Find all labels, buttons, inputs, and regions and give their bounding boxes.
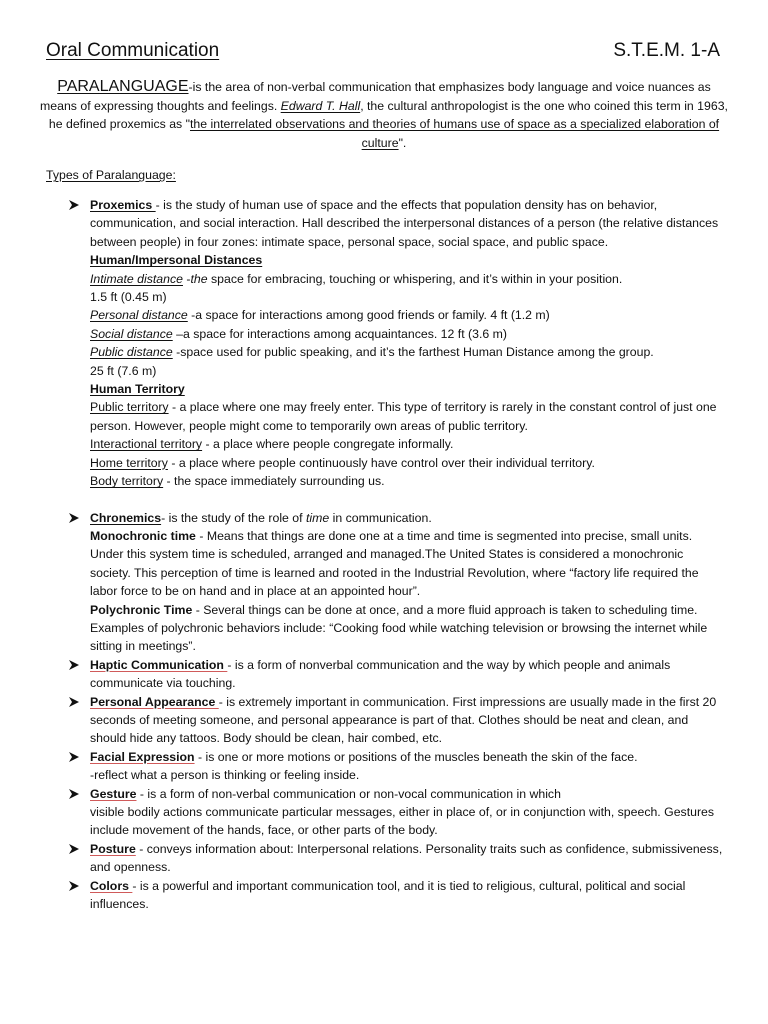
proxemics-term: Proxemics	[90, 198, 156, 212]
intimate-term: Intimate distance	[90, 271, 183, 286]
arrow-bullet-icon	[68, 512, 80, 524]
public-desc: -space used for public speaking, and it’s the farthest Human Distance among the group.	[172, 345, 654, 360]
posture-desc: - conveys information about: Interpersonal relations. Personality traits such as confidence, submissiveness, and openness.	[90, 841, 723, 875]
intro-text-2: , the cultural anthropologist is the one who coined this term in 1963, he defined proxemics as "	[48, 98, 728, 132]
intimate-desc-dash: -	[182, 271, 191, 286]
public-term: Public distance	[90, 345, 173, 360]
intro-text-3: ".	[398, 135, 407, 150]
haptic-term: Haptic Communication	[90, 657, 228, 672]
facial-expression-term: Facial Expression	[90, 749, 195, 764]
gesture-term: Gesture	[90, 786, 137, 801]
haptic-desc: - is a form of nonverbal communication and the way by which people and animals communicate via touching.	[90, 657, 671, 691]
gesture-line-1	[90, 785, 724, 803]
types-heading: Types of Paralanguage:	[46, 168, 176, 182]
intimate-the: the	[190, 271, 208, 286]
document-header	[46, 40, 720, 66]
public-territory-desc: - a place where one may freely enter. This type of territory is rarely in the constant control of just one person. However, people might come to temporarily own areas of public territory.	[90, 400, 717, 433]
interactional-territory-desc: - a place where people congregate informally.	[202, 437, 454, 452]
spacer	[68, 491, 724, 509]
facial-expression-desc: - is one or more motions or positions of the muscles beneath the skin of the face.	[194, 749, 638, 764]
subject-title: Oral Communication	[46, 40, 220, 61]
proxemics-desc: - is the study of human use of space and the effects that population density has on behavior, communication, and social interaction. Hall described the interpersonal distances of a person (the relative distances between people) in four zones: intimate space, personal space, social space, and public space.	[90, 198, 719, 249]
arrow-bullet-icon	[68, 659, 80, 671]
arrow-bullet-icon	[68, 696, 80, 708]
polychronic-desc: - Several things can be done at once, and a more fluid approach is taken to scheduling time.	[192, 602, 698, 617]
personal-appearance-desc: - is extremely important in communication. First impressions are usually made in the first 20 seconds of meeting someone, and personal appearance is part of that. Clothes should be neat and clean, and should hide any tattoos. Body should be clean, hair combed, etc.	[90, 694, 717, 746]
polychronic-time	[90, 601, 724, 619]
chronemics-definition	[90, 509, 724, 527]
facial-expression-line-2: -reflect what a person is thinking or feeling inside.	[90, 768, 360, 783]
distances-heading: Human/Impersonal Distances	[90, 253, 263, 268]
personal-appearance-term: Personal Appearance	[90, 694, 219, 709]
interactional-territory-term: Interactional territory	[90, 437, 203, 452]
paralanguage-term: PARALANGUAGE	[57, 78, 189, 95]
monochronic-time	[90, 527, 724, 601]
intimate-value: 1.5 ft (0.45 m)	[90, 290, 167, 305]
intimate-desc: space for embracing, touching or whispering, and it’s within in your position.	[207, 271, 623, 286]
body-territory-desc: - the space immediately surrounding us.	[163, 474, 385, 489]
social-distance	[90, 325, 724, 343]
list-item-colors	[68, 877, 724, 914]
chronemics-term: Chronemics	[90, 510, 162, 525]
colors-desc: - is a powerful and important communication tool, and it is tied to religious, cultural, political and social influences.	[90, 878, 686, 912]
facial-expression-line-1	[90, 748, 724, 766]
polychronic-term: Polychronic Time	[90, 602, 193, 617]
chronemics-desc-1: - is the study of the role of	[161, 510, 306, 525]
list-item-facial-expression	[68, 748, 724, 785]
proxemics-definition	[90, 196, 724, 251]
list-item-proxemics	[68, 196, 724, 491]
body-territory-term: Body territory	[90, 474, 164, 489]
monochronic-desc: - Means that things are done one at a time and time is segmented into precise, small units. Under this system time is scheduled, arranged and managed.The United States is considered a monochronic society. This perception of time is learned and rooted in the Industrial Revolution, where “factory life required the labor force to be on hand and in place at an appointed hour”.	[90, 528, 699, 599]
body-territory	[90, 472, 724, 490]
polychronic-examples: Examples of polychronic behaviors include: “Cooking food while watching television or browsing the internet while sitting in meetings”.	[90, 620, 708, 654]
list-item-gesture	[68, 785, 724, 840]
gesture-desc: - is a form of non-verbal communication or non-vocal communication in which	[136, 786, 561, 801]
list-item-personal-appearance	[68, 693, 724, 748]
arrow-bullet-icon	[68, 788, 80, 800]
public-distance	[90, 343, 724, 361]
arrow-bullet-icon	[68, 843, 80, 855]
public-value: 25 ft (7.6 m)	[90, 363, 157, 378]
list-item-posture	[68, 840, 724, 877]
arrow-bullet-icon	[68, 199, 80, 211]
monochronic-term: Monochronic time	[90, 528, 196, 543]
social-term: Social distance	[90, 326, 173, 341]
list-item-chronemics	[68, 509, 724, 656]
personal-term: Personal distance	[90, 308, 188, 323]
personal-distance	[90, 306, 724, 324]
chronemics-desc-2: in communication.	[329, 510, 432, 525]
gesture-line-2: visible bodily actions communicate particular messages, either in place of, or in conjunction with, speech. Gestures include movement of the hands, face, or other parts of the body.	[90, 805, 715, 838]
colors-term: Colors	[90, 878, 133, 893]
author-name: Edward T. Hall	[280, 98, 361, 113]
arrow-bullet-icon	[68, 751, 80, 763]
intimate-distance	[90, 270, 724, 288]
posture-term: Posture	[90, 841, 136, 856]
interactional-territory	[90, 435, 724, 453]
social-desc: –a space for interactions among acquaintances. 12 ft (3.6 m)	[172, 326, 507, 341]
list-item-haptic	[68, 656, 724, 693]
personal-desc: -a space for interactions among good friends or family. 4 ft (1.2 m)	[187, 308, 550, 323]
home-territory-desc: - a place where people continuously have control over their individual territory.	[167, 455, 595, 470]
public-territory-term: Public territory	[90, 400, 169, 415]
types-list	[68, 196, 724, 913]
section-label: S.T.E.M. 1-A	[613, 40, 720, 61]
proxemics-quote: the interrelated observations and theories of humans use of space as a specialized elaboration of culture	[189, 117, 720, 150]
home-territory	[90, 454, 724, 472]
arrow-bullet-icon	[68, 880, 80, 892]
chronemics-time: time	[305, 510, 330, 525]
home-territory-term: Home territory	[90, 455, 168, 470]
territory-heading: Human Territory	[90, 382, 185, 397]
public-territory	[90, 398, 724, 435]
intro-text-1: -is the area of non-verbal communication that emphasizes body language and voice nuances as means of expressing thoughts and feelings.	[40, 80, 711, 113]
intro-paragraph	[40, 78, 728, 152]
